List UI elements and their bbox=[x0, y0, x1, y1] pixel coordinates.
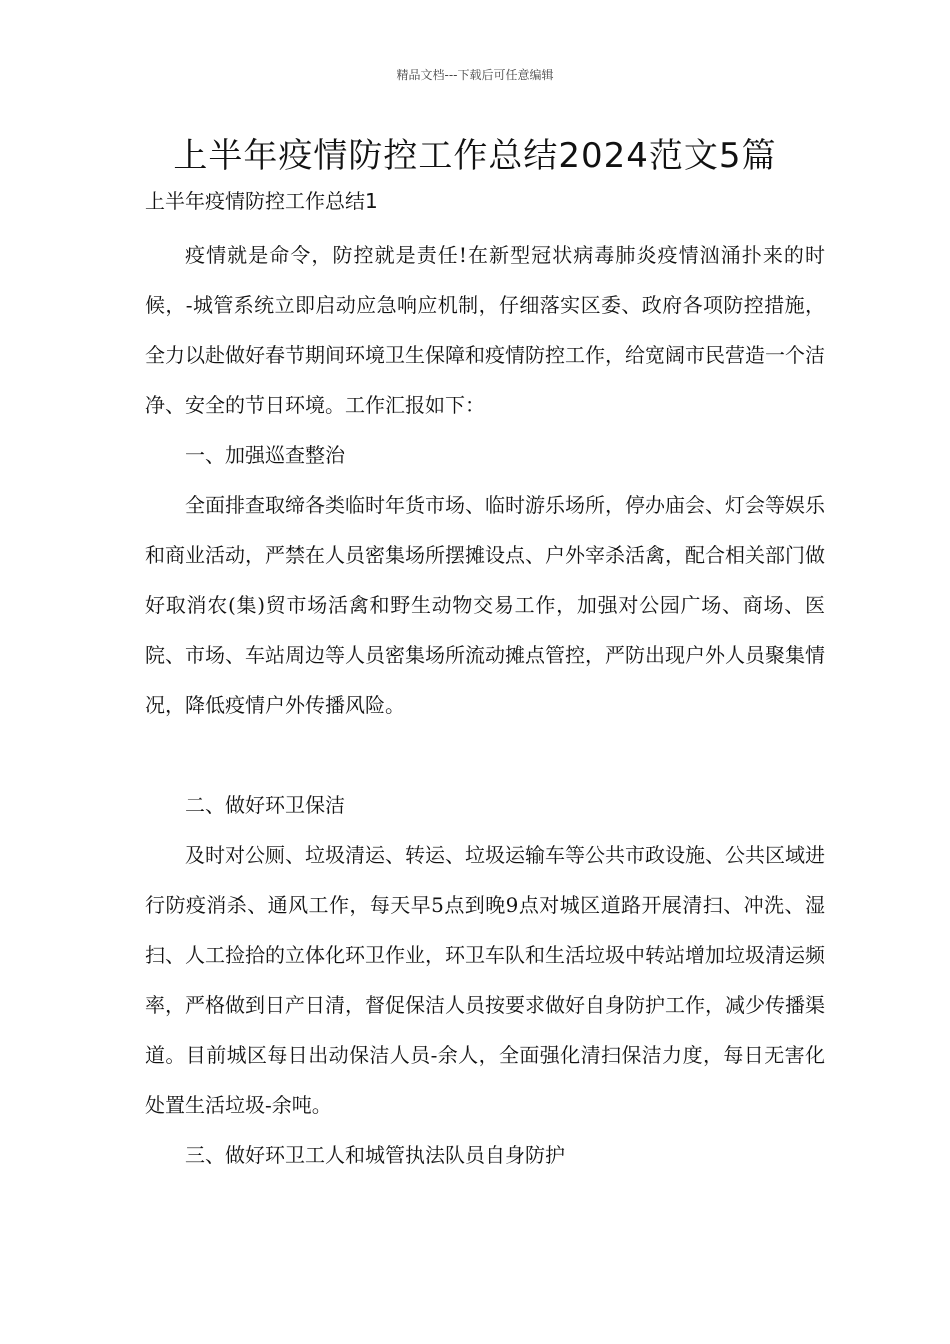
section-heading-3: 三、做好环卫工人和城管执法队员自身防护 bbox=[185, 1143, 565, 1167]
section-heading-1: 一、加强巡查整治 bbox=[185, 443, 345, 467]
paragraph-section-2: 及时对公厕、垃圾清运、转运、垃圾运输车等公共市政设施、公共区域进行防疫消杀、通风工作，每天早5点到晚9点对城区道路开展清扫、冲洗、湿扫、人工捡拾的立体化环卫作业，环卫车队和生活垃圾中转站增加垃圾清运频率，严格做到日产日清，督促保洁人员按要求做好自身防护工作，减少传播渠道。目前城区每日出动保洁人员-余人，全面强化清扫保洁力度，每日无害化处置生活垃圾-余吨。 bbox=[145, 843, 825, 1117]
document-subtitle: 上半年疫情防控工作总结1 bbox=[145, 189, 378, 213]
paragraph-section-1: 全面排查取缔各类临时年货市场、临时游乐场所，停办庙会、灯会等娱乐和商业活动，严禁在人员密集场所摆摊设点、户外宰杀活禽，配合相关部门做好取消农(集)贸市场活禽和野生动物交易工作，加强对公园广场、商场、医院、市场、车站周边等人员密集场所流动摊点管控，严防出现户外人员聚集情况，降低疫情户外传播风险。 bbox=[145, 493, 825, 717]
document-title: 上半年疫情防控工作总结2024范文5篇 bbox=[173, 136, 777, 176]
document-body bbox=[145, 230, 825, 1180]
paragraph-intro: 疫情就是命令，防控就是责任!在新型冠状病毒肺炎疫情汹涌扑来的时候，-城管系统立即启动应急响应机制，仔细落实区委、政府各项防控措施，全力以赴做好春节期间环境卫生保障和疫情防控工作，给宽阔市民营造一个洁净、安全的节日环境。工作汇报如下： bbox=[145, 243, 825, 417]
section-heading-2: 二、做好环卫保洁 bbox=[185, 793, 345, 817]
page-header: 精品文档---下载后可任意编辑 bbox=[396, 68, 554, 82]
paragraph-spacer bbox=[145, 730, 825, 780]
